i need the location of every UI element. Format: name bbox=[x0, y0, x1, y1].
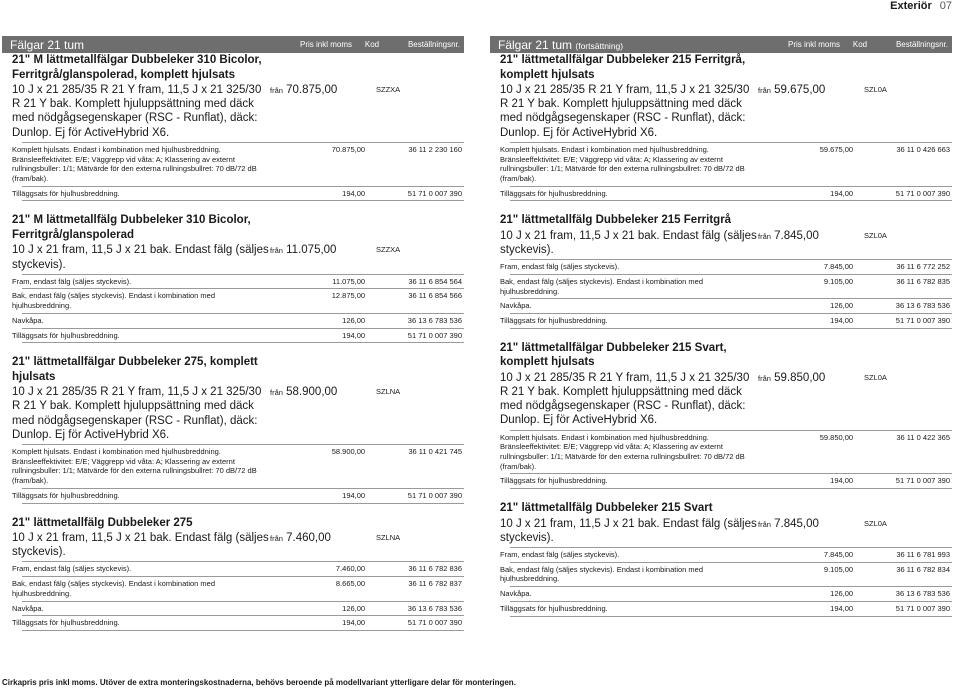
row-divider bbox=[22, 288, 464, 289]
product-title-line: 21" M lättmetallfälg Dubbeleker 310 Bicolor, bbox=[12, 214, 251, 227]
row-divider bbox=[22, 444, 464, 445]
row-divider bbox=[510, 313, 952, 314]
price-header: Pris inkl moms bbox=[787, 40, 840, 49]
part-price: 194,00 bbox=[342, 490, 366, 500]
part-price: 194,00 bbox=[830, 476, 854, 486]
order-header: Beställningsnr. bbox=[407, 40, 460, 49]
row-divider bbox=[510, 562, 952, 563]
product-description: 10 J x 21 fram, 11,5 J x 21 bak. Endast fälg (säljes styckevis). bbox=[500, 517, 757, 544]
product-description: 10 J x 21 285/35 R 21 Y fram, 11,5 J x 21 325/30 R 21 Y bak. Komplett hjuluppsättning med däck med nödgågsegenskaper (RSC - Runflat), däck: Dunlop. Ej för ActiveHybrid X6. bbox=[500, 371, 750, 427]
part-description: Komplett hjulsats. Endast i kombination med hjulhusbreddning. Bränsleeffektivitet: E/E; Väggrepp vid våta: A; Klassering av externt rullningsbuller: 1/1; Mätvärde för den externa rullningsbullret: 70 dB/72 dB (fram/bak). bbox=[12, 144, 257, 183]
product-price bbox=[270, 531, 376, 559]
part-order-number: 51 71 0 007 390 bbox=[895, 316, 951, 326]
part-price: 126,00 bbox=[342, 603, 366, 613]
product-title bbox=[12, 355, 464, 384]
part-price: 194,00 bbox=[830, 188, 854, 198]
part-description: Tilläggsats för hjulhusbreddning. bbox=[500, 476, 608, 486]
part-order-number: 51 71 0 007 390 bbox=[407, 490, 463, 500]
part-price: 7.845,00 bbox=[823, 262, 854, 272]
price-value: 7.845,00 bbox=[774, 229, 819, 242]
part-row bbox=[500, 589, 952, 599]
part-description: Tilläggsats för hjulhusbreddning. bbox=[12, 188, 120, 198]
product-price bbox=[270, 385, 376, 442]
part-order-number: 51 71 0 007 390 bbox=[895, 476, 951, 486]
block-gap bbox=[2, 631, 464, 643]
code-header: Kod bbox=[364, 40, 380, 49]
product-main-row bbox=[500, 83, 952, 140]
block-gap bbox=[490, 329, 952, 341]
part-description: Tilläggsats för hjulhusbreddning. bbox=[12, 490, 120, 500]
part-order-number: 36 13 6 783 536 bbox=[895, 589, 951, 599]
part-row bbox=[12, 189, 464, 199]
part-price: 194,00 bbox=[342, 618, 366, 628]
product-description: 10 J x 21 fram, 11,5 J x 21 bak. Endast fälg (säljes styckevis). bbox=[12, 532, 269, 559]
part-description: Tilläggsats för hjulhusbreddning. bbox=[500, 603, 608, 613]
footer-note: Cirkapris pris inkl moms. Utöver de extra monteringskostnaderna, behövs beroende på modellvariant ytterligare delar för monteringen. bbox=[2, 678, 516, 687]
product-block bbox=[2, 355, 464, 503]
part-description: Bak, endast fälg (säljes styckevis). Endast i kombination med hjulhusbreddning. bbox=[12, 579, 216, 598]
from-label: från bbox=[758, 231, 771, 241]
row-divider bbox=[510, 274, 952, 275]
part-description: Navkåpa. bbox=[12, 315, 44, 325]
part-order-number: 36 13 6 783 536 bbox=[407, 315, 463, 325]
part-row bbox=[12, 491, 464, 501]
product-title bbox=[500, 341, 952, 370]
part-price: 58.900,00 bbox=[331, 447, 366, 457]
product-title-line: komplett hjulsats bbox=[500, 356, 595, 369]
part-description: Tilläggsats för hjulhusbreddning. bbox=[500, 316, 608, 326]
product-code: SZLNA bbox=[376, 387, 401, 397]
product-description: 10 J x 21 285/35 R 21 Y fram, 11,5 J x 21 325/30 R 21 Y bak. Komplett hjuluppsättning med däck med nödgågsegenskaper (RSC - Runflat), däck: Dunlop. Ej för ActiveHybrid X6. bbox=[12, 386, 262, 441]
price-value: 7.460,00 bbox=[286, 532, 331, 545]
row-divider bbox=[22, 274, 464, 275]
part-order-number: 51 71 0 007 390 bbox=[895, 603, 951, 613]
part-description: Fram, endast fälg (säljes styckevis). bbox=[12, 276, 132, 286]
part-price: 59.675,00 bbox=[819, 144, 854, 154]
part-row bbox=[12, 145, 464, 184]
column-title: Fälgar 21 tum (fortsättning) bbox=[498, 37, 624, 52]
product-code: SZL0A bbox=[864, 85, 887, 94]
from-label: från bbox=[270, 86, 283, 95]
product-main-row bbox=[500, 371, 952, 428]
product-title-line: komplett hjulsats bbox=[500, 68, 595, 81]
part-order-number: 36 11 6 854 564 bbox=[408, 276, 463, 286]
part-order-number: 36 11 6 782 836 bbox=[408, 564, 463, 574]
part-order-number: 36 11 6 782 837 bbox=[408, 579, 463, 589]
row-divider bbox=[22, 615, 464, 616]
product-main-row bbox=[12, 243, 464, 271]
product-code: SZL0A bbox=[864, 230, 887, 240]
part-price: 9.105,00 bbox=[823, 564, 854, 574]
product-block bbox=[490, 213, 952, 328]
part-order-number: 36 11 0 421 745 bbox=[408, 447, 463, 457]
product-block bbox=[2, 516, 464, 631]
part-order-number: 36 11 6 854 566 bbox=[408, 291, 463, 301]
part-row bbox=[500, 433, 952, 472]
part-price: 7.845,00 bbox=[823, 549, 854, 559]
product-title-line: 21" M lättmetallfälgar Dubbeleker 310 Bicolor, bbox=[12, 54, 262, 66]
from-label: från bbox=[758, 86, 771, 95]
block-gap bbox=[2, 504, 464, 516]
product-price bbox=[270, 243, 376, 271]
part-description: Komplett hjulsats. Endast i kombination med hjulhusbreddning. Bränsleeffektivitet: E/E; Väggrepp vid våta: A; Klassering av externt rullningsbuller: 1/1; Mätvärde för den externa rullningsbullret: 70 dB/72 dB (fram/bak). bbox=[500, 432, 745, 471]
part-price: 7.460,00 bbox=[335, 564, 366, 574]
product-main-row bbox=[12, 83, 464, 140]
block-gap bbox=[490, 201, 952, 213]
part-row bbox=[12, 277, 464, 287]
product-title bbox=[500, 53, 952, 82]
part-description: Bak, endast fälg (säljes styckevis). Endast i kombination med hjulhusbreddning. bbox=[500, 276, 704, 296]
column-title: Fälgar 21 tum bbox=[10, 37, 85, 52]
product-block bbox=[490, 501, 952, 616]
row-divider bbox=[22, 313, 464, 314]
part-row bbox=[12, 604, 464, 614]
part-description: Navkåpa. bbox=[500, 301, 532, 311]
part-order-number: 36 11 6 781 993 bbox=[896, 549, 951, 559]
part-row bbox=[500, 550, 952, 560]
part-price: 70.875,00 bbox=[331, 144, 366, 154]
part-row bbox=[500, 565, 952, 584]
part-order-number: 51 71 0 007 390 bbox=[895, 188, 951, 198]
block-gap bbox=[2, 343, 464, 355]
part-price: 12.875,00 bbox=[331, 291, 366, 301]
product-title bbox=[12, 516, 464, 531]
part-price: 11.075,00 bbox=[332, 276, 366, 286]
part-order-number: 36 11 0 426 663 bbox=[896, 144, 951, 154]
part-description: Bak, endast fälg (säljes styckevis). Endast i kombination med hjulhusbreddning. bbox=[12, 291, 216, 311]
product-title-line: Ferritgrå/glanspolerad, komplett hjulsats bbox=[12, 68, 236, 81]
price-value: 59.675,00 bbox=[774, 84, 826, 96]
part-description: Navkåpa. bbox=[500, 589, 532, 599]
product-title-line: 21" lättmetallfälg Dubbeleker 215 Svart bbox=[500, 502, 713, 515]
product-block bbox=[2, 213, 464, 343]
product-price bbox=[758, 83, 864, 140]
price-value: 58.900,00 bbox=[286, 386, 338, 399]
price-header: Pris inkl moms bbox=[299, 40, 352, 49]
from-label: från bbox=[758, 519, 771, 529]
part-description: Tilläggsats för hjulhusbreddning. bbox=[12, 330, 120, 340]
right-column-header bbox=[490, 36, 952, 53]
right-column bbox=[490, 36, 952, 629]
product-price bbox=[758, 517, 864, 545]
product-title-line: 21" lättmetallfälgar Dubbeleker 215 Ferritgrå, bbox=[500, 54, 746, 66]
block-gap bbox=[490, 489, 952, 501]
part-row bbox=[500, 262, 952, 272]
part-row bbox=[500, 604, 952, 614]
product-title-line: 21" lättmetallfälgar Dubbeleker 275, komplett bbox=[12, 356, 258, 369]
part-row bbox=[12, 447, 464, 486]
part-row bbox=[500, 476, 952, 486]
part-row bbox=[12, 291, 464, 310]
row-divider bbox=[510, 586, 952, 587]
part-description: Komplett hjulsats. Endast i kombination med hjulhusbreddning. Bränsleeffektivitet: E/E; Väggrepp vid våta: A; Klassering av externt rullningsbuller: 1/1; Mätvärde för den externa rullningsbullret: 70 dB/72 dB (fram/bak). bbox=[12, 447, 257, 486]
part-row bbox=[500, 316, 952, 326]
part-price: 194,00 bbox=[342, 330, 366, 340]
part-row bbox=[12, 564, 464, 574]
page-header bbox=[890, 0, 952, 14]
part-description: Navkåpa. bbox=[12, 603, 44, 613]
product-code: SZZXA bbox=[376, 245, 401, 255]
product-title-line: 21" lättmetallfälg Dubbeleker 275 bbox=[12, 516, 193, 529]
product-main-row bbox=[500, 229, 952, 257]
left-column bbox=[2, 36, 464, 643]
product-description: 10 J x 21 fram, 11,5 J x 21 bak. Endast fälg (säljes styckevis). bbox=[12, 244, 269, 271]
part-price: 8.665,00 bbox=[335, 579, 366, 589]
part-row bbox=[500, 189, 952, 199]
part-description: Fram, endast fälg (säljes styckevis). bbox=[500, 262, 620, 272]
product-title-line: 21" lättmetallfälg Dubbeleker 215 Ferritgrå bbox=[500, 214, 732, 227]
row-divider bbox=[22, 561, 464, 562]
part-order-number: 51 71 0 007 390 bbox=[407, 330, 463, 340]
part-row bbox=[500, 301, 952, 311]
product-title bbox=[500, 501, 952, 516]
row-divider bbox=[510, 298, 952, 299]
row-divider bbox=[510, 186, 952, 187]
part-order-number: 36 11 6 772 252 bbox=[896, 262, 951, 272]
part-order-number: 36 11 0 422 365 bbox=[896, 432, 951, 442]
part-description: Fram, endast fälg (säljes styckevis). bbox=[12, 564, 132, 574]
part-row bbox=[12, 579, 464, 598]
price-value: 11.075,00 bbox=[286, 244, 337, 257]
part-order-number: 36 13 6 783 536 bbox=[895, 301, 951, 311]
product-code: SZZXA bbox=[376, 85, 401, 94]
row-divider bbox=[22, 328, 464, 329]
part-order-number: 36 11 6 782 834 bbox=[896, 564, 951, 574]
product-title bbox=[500, 213, 952, 228]
part-order-number: 36 11 2 230 160 bbox=[408, 144, 463, 154]
part-row bbox=[12, 316, 464, 326]
product-code: SZL0A bbox=[864, 372, 887, 382]
part-price: 126,00 bbox=[830, 301, 854, 311]
part-row bbox=[12, 618, 464, 628]
product-description: 10 J x 21 fram, 11,5 J x 21 bak. Endast fälg (säljes styckevis). bbox=[500, 229, 757, 257]
row-divider bbox=[22, 186, 464, 187]
from-label: från bbox=[270, 534, 283, 544]
part-price: 194,00 bbox=[830, 603, 854, 613]
part-order-number: 36 11 6 782 835 bbox=[896, 276, 951, 286]
row-divider bbox=[510, 142, 952, 143]
code-header: Kod bbox=[852, 40, 868, 49]
product-price bbox=[758, 371, 864, 428]
product-title-line: Ferritgrå/glanspolerad bbox=[12, 228, 135, 241]
row-divider bbox=[510, 259, 952, 260]
section-title: Exteriör bbox=[890, 0, 932, 12]
part-row bbox=[500, 145, 952, 184]
product-code: SZL0A bbox=[864, 518, 887, 528]
product-main-row bbox=[500, 517, 952, 545]
part-price: 194,00 bbox=[830, 316, 854, 326]
row-divider bbox=[22, 576, 464, 577]
page-number: 07 bbox=[939, 0, 952, 12]
product-main-row bbox=[12, 531, 464, 559]
part-description: Bak, endast fälg (säljes styckevis). Endast i kombination med hjulhusbreddning. bbox=[500, 564, 704, 584]
price-value: 59.850,00 bbox=[774, 371, 826, 384]
from-label: från bbox=[270, 388, 283, 398]
part-order-number: 51 71 0 007 390 bbox=[407, 188, 463, 198]
part-description: Fram, endast fälg (säljes styckevis). bbox=[500, 549, 620, 559]
product-description: 10 J x 21 285/35 R 21 Y fram, 11,5 J x 21 325/30 R 21 Y bak. Komplett hjuluppsättning med däck med nödgågsegenskaper (RSC - Runflat), däck: Dunlop. Ej för ActiveHybrid X6. bbox=[12, 84, 262, 139]
block-gap bbox=[490, 617, 952, 629]
part-row bbox=[500, 277, 952, 296]
row-divider bbox=[22, 142, 464, 143]
from-label: från bbox=[270, 246, 283, 256]
product-title-line: 21" lättmetallfälgar Dubbeleker 215 Svart, bbox=[500, 341, 727, 354]
product-title-line: hjulsats bbox=[12, 370, 56, 383]
part-order-number: 36 13 6 783 536 bbox=[407, 603, 463, 613]
order-header: Beställningsnr. bbox=[895, 40, 948, 49]
left-column-header bbox=[2, 36, 464, 53]
from-label: från bbox=[758, 373, 771, 383]
row-divider bbox=[22, 488, 464, 489]
product-code: SZLNA bbox=[376, 533, 401, 543]
row-divider bbox=[510, 547, 952, 548]
row-divider bbox=[510, 473, 952, 474]
part-row bbox=[12, 331, 464, 341]
part-order-number: 51 71 0 007 390 bbox=[407, 618, 463, 628]
product-block bbox=[490, 53, 952, 201]
part-price: 9.105,00 bbox=[823, 276, 854, 286]
part-price: 59.850,00 bbox=[819, 432, 854, 442]
product-main-row bbox=[12, 385, 464, 442]
product-description: 10 J x 21 285/35 R 21 Y fram, 11,5 J x 21 325/30 R 21 Y bak. Komplett hjuluppsättning med däck med nödgågsegenskaper (RSC - Runflat), däck: Dunlop. Ej för ActiveHybrid X6. bbox=[500, 84, 750, 139]
row-divider bbox=[510, 601, 952, 602]
product-price bbox=[270, 83, 376, 140]
price-value: 70.875,00 bbox=[286, 84, 338, 96]
part-price: 126,00 bbox=[830, 589, 854, 599]
price-value: 7.845,00 bbox=[774, 517, 819, 530]
row-divider bbox=[510, 430, 952, 431]
product-title bbox=[12, 213, 464, 242]
row-divider bbox=[22, 601, 464, 602]
part-description: Tilläggsats för hjulhusbreddning. bbox=[12, 618, 120, 628]
part-price: 126,00 bbox=[342, 315, 366, 325]
block-gap bbox=[2, 201, 464, 213]
product-block bbox=[490, 341, 952, 489]
product-title bbox=[12, 53, 464, 82]
part-description: Komplett hjulsats. Endast i kombination med hjulhusbreddning. Bränsleeffektivitet: E/E; Väggrepp vid våta: A; Klassering av externt rullningsbuller: 1/1; Mätvärde för den externa rullningsbullret: 70 dB/72 dB (fram/bak). bbox=[500, 144, 745, 183]
part-price: 194,00 bbox=[342, 188, 366, 198]
product-price bbox=[758, 229, 864, 257]
left-product-list bbox=[2, 53, 464, 643]
right-product-list bbox=[490, 53, 952, 629]
product-block bbox=[2, 53, 464, 201]
part-description: Tilläggsats för hjulhusbreddning. bbox=[500, 188, 608, 198]
